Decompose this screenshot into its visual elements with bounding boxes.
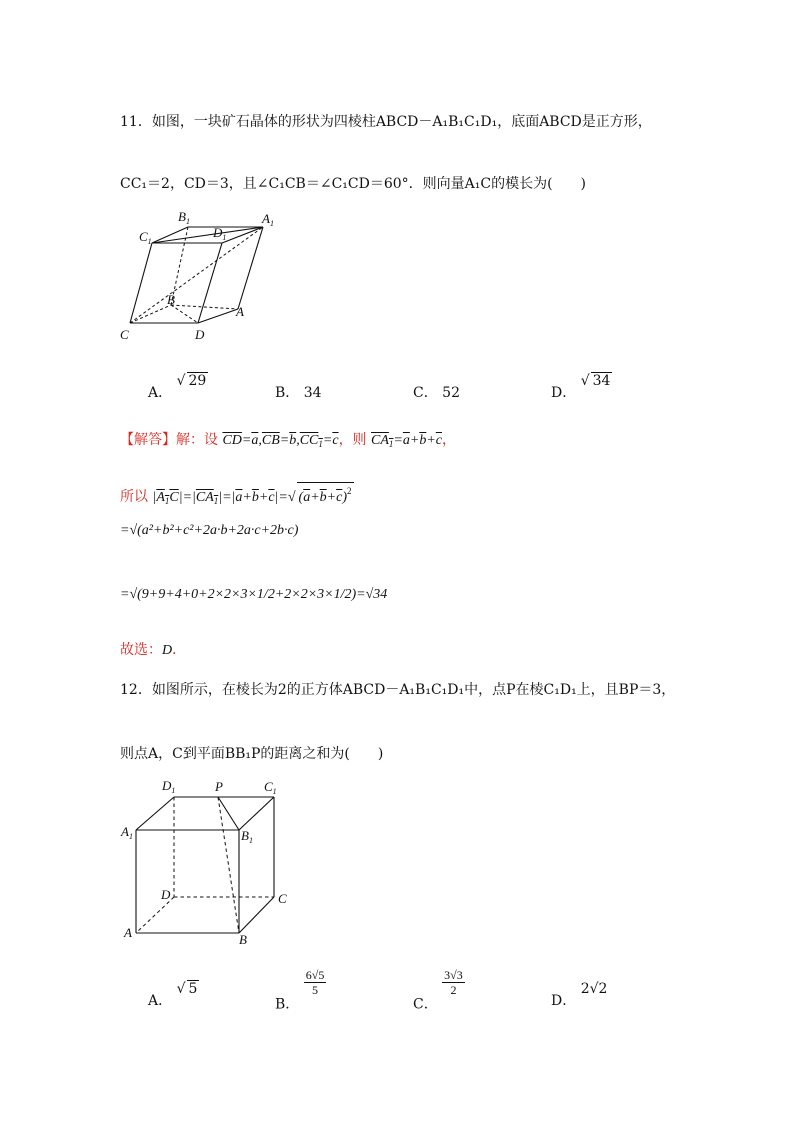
label-A1: $A_1$: [121, 824, 133, 841]
label-D1: $D_1$: [162, 778, 176, 795]
q12-statement-line2: 则点A，C到平面BB₁P的距离之和为( ): [120, 746, 384, 762]
q11-option-c: C． 52: [413, 385, 460, 401]
q11-option-b: B． 34: [275, 385, 322, 401]
label-B1: $B_1$: [178, 209, 190, 226]
q12-cube-figure: [118, 775, 298, 945]
q12-option-b: B． $\frac{6√5}{5}$: [275, 968, 325, 1013]
label-A: A: [236, 304, 244, 319]
q11-statement-line2: CC₁＝2，CD＝3，且∠C₁CB＝∠C₁CD＝60°．则向量A₁C的模长为( ): [120, 176, 587, 192]
label-B: B: [239, 932, 247, 945]
label-A: A: [124, 925, 132, 940]
q12-option-d: D． 2√2: [551, 981, 608, 1009]
answer-line3: =√(a²+b²+c²+2a·b+2a·c+2b·c): [120, 523, 299, 538]
q12-option-a: A． √ 5: [148, 981, 198, 1009]
q12-option-c: C． $\frac{3√3}{2}$: [413, 968, 463, 1013]
label-B: B: [167, 292, 175, 307]
answer-line1: 【解答】解：设 $\overline{CD}=\overline{a},\overline{CB}=\overline{b},CC_1=\overline{c}$，则 $CA_1=\overline{a}+\overline{b}+\overline{c}$，: [120, 432, 456, 449]
label-C: C: [120, 327, 129, 342]
answer-line4: =√(9+9+4+0+2×2×3×1/2+2×2×3×1/2)=√34: [120, 587, 388, 602]
label-D: D: [195, 327, 205, 342]
label-D1: $D_1$: [213, 225, 227, 242]
label-D: D: [161, 887, 171, 902]
label-B1: $B_1$: [241, 828, 253, 845]
label-P: P: [215, 779, 223, 794]
label-C1: $C_1$: [264, 779, 277, 796]
answer-choice: 故选：D．: [120, 642, 187, 658]
q11-statement-line1: 11．如图，一块矿石晶体的形状为四棱柱ABCD－A₁B₁C₁D₁，底面ABCD是正方形，: [120, 114, 652, 130]
q12-statement-line1: 12．如图所示，在棱长为2的正方体ABCD－A₁B₁C₁D₁中，点P在棱C₁D₁上，且BP＝3，: [120, 682, 676, 698]
label-C: C: [278, 891, 287, 906]
q11-option-a: A． √ 29: [148, 373, 207, 401]
q11-option-d: D． √ 34: [551, 373, 611, 401]
label-A1: $A_1$: [262, 211, 274, 228]
label-C1: $C_1$: [139, 229, 152, 246]
q11-prism-figure: [115, 205, 290, 345]
answer-line2: 所以 $|A_1C|=|CA_1|=|\overline{a}+\overline{b}+\overline{c}|=√$ $(\overline{a}+\overline{b}+\overline{c})^2$: [120, 482, 354, 511]
